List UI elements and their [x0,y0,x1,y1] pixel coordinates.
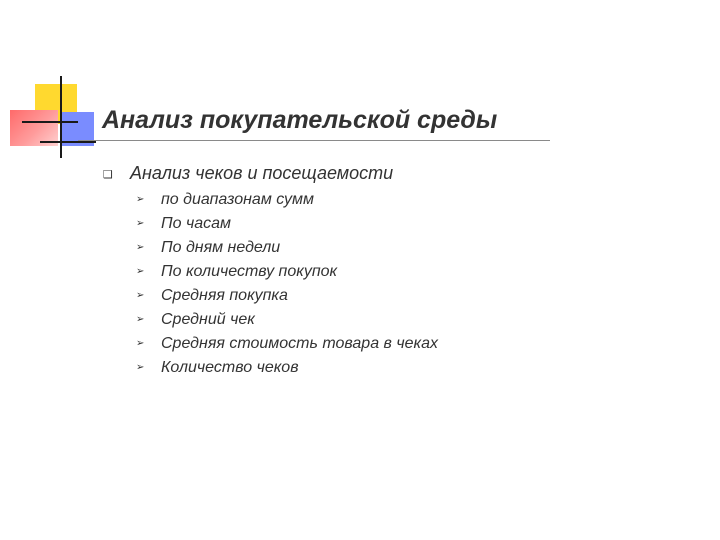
list-item [136,236,438,260]
list-item [136,332,438,356]
arrow-bullet-icon: ➢ [136,194,145,205]
list-item-text: По количеству покупок [161,263,338,280]
list-item-text: По дням недели [161,239,281,256]
arrow-bullet-icon: ➢ [136,218,145,229]
arrow-bullet-icon: ➢ [136,266,145,277]
arrow-bullet-icon: ➢ [136,314,145,325]
arrow-bullet-icon: ➢ [136,338,145,349]
arrow-bullet-icon: ➢ [136,290,145,301]
sub-bullet-list [136,188,438,380]
arrow-bullet-icon: ➢ [136,242,145,253]
list-item-text: По часам [161,215,231,232]
list-item [136,284,438,308]
decor-vertical-line [60,76,62,158]
slide-title: Анализ покупательской среды [102,106,498,134]
list-item-text: Средняя стоимость товара в чеках [161,335,438,352]
list-item [136,188,438,212]
list-item-text: Средний чек [161,311,255,328]
list-item-text: Средняя покупка [161,287,288,304]
arrow-bullet-icon: ➢ [136,362,145,373]
decor-horizontal-line [40,141,96,143]
list-item [136,356,438,380]
list-item [136,212,438,236]
list-item-text: по диапазонам сумм [161,191,314,208]
main-bullet-text: Анализ чеков и посещаемости [130,163,394,183]
square-bullet-icon: ❑ [103,168,113,181]
decor-horizontal-line [22,121,78,123]
list-item [136,260,438,284]
list-item [136,308,438,332]
title-underline [78,140,550,141]
list-item-text: Количество чеков [161,359,299,376]
